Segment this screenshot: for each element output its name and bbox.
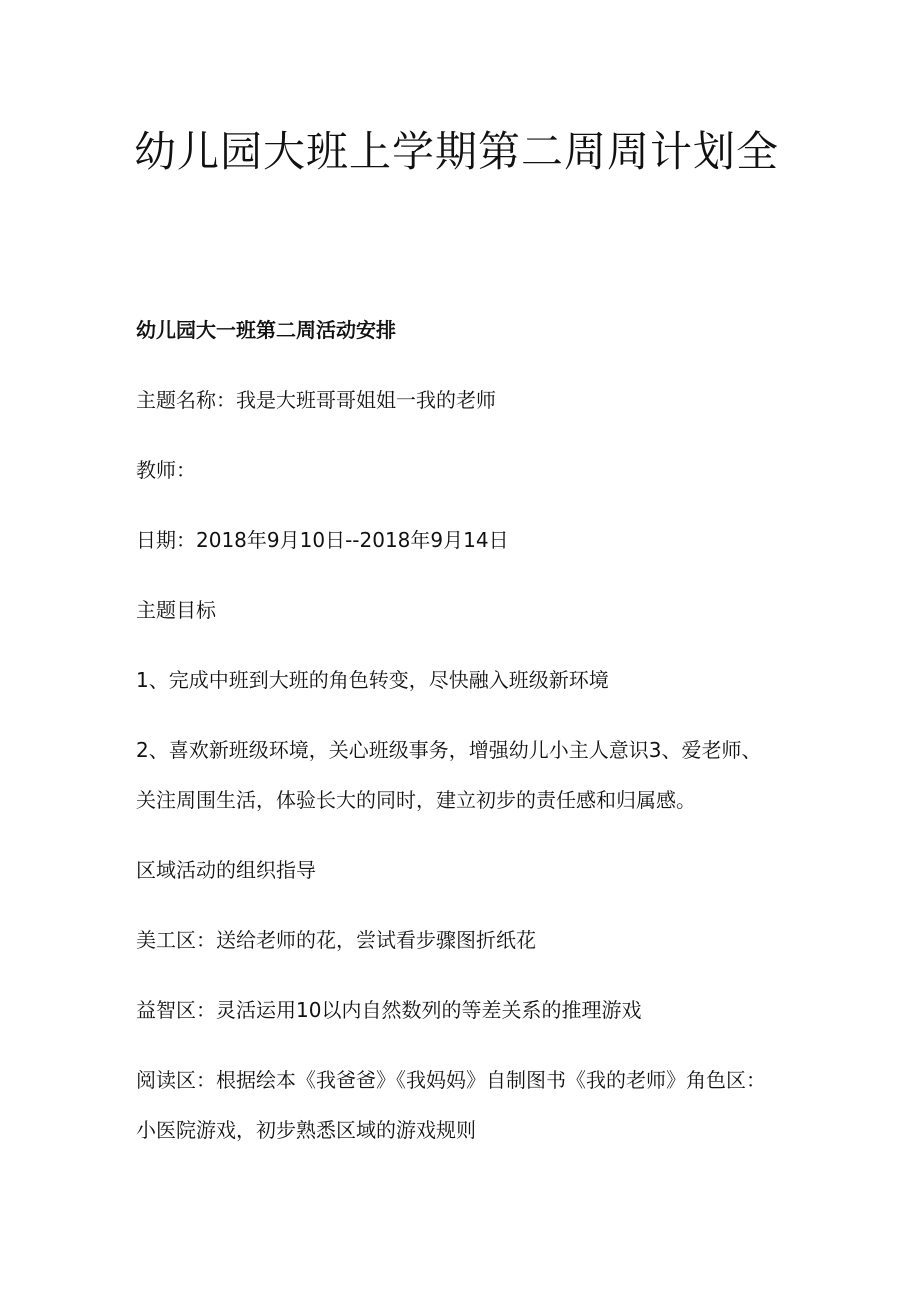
- goal-item-2-line-2: 关注周围生活，体验长大的同时，建立初步的责任感和归属感。: [136, 788, 696, 812]
- activity-heading: 幼儿园大一班第二周活动安排: [136, 318, 396, 342]
- document-title: 幼儿园大班上学期第二周周计划全: [134, 127, 780, 176]
- teacher-line: 教师：: [136, 458, 196, 482]
- reading-area-line: 阅读区：根据绘本《我爸爸》《我妈妈》自制图书《我的老师》角色区：: [136, 1068, 766, 1092]
- role-area-line: 小医院游戏，初步熟悉区域的游戏规则: [136, 1118, 476, 1142]
- goal-item-1: 1、完成中班到大班的角色转变，尽快融入班级新环境: [136, 668, 609, 692]
- goal-item-2-line-1: 2、喜欢新班级环境，关心班级事务，增强幼儿小主人意识3、爱老师、: [136, 738, 762, 762]
- theme-name-line: 主题名称：我是大班哥哥姐姐一我的老师: [136, 388, 496, 412]
- art-area-line: 美工区：送给老师的花，尝试看步骤图折纸花: [136, 928, 536, 952]
- area-activities-heading: 区域活动的组织指导: [136, 858, 316, 882]
- date-line: 日期：2018年9月10日--2018年9月14日: [136, 528, 509, 552]
- theme-goals-heading: 主题目标: [136, 598, 216, 622]
- puzzle-area-line: 益智区：灵活运用10以内自然数列的等差关系的推理游戏: [136, 998, 642, 1022]
